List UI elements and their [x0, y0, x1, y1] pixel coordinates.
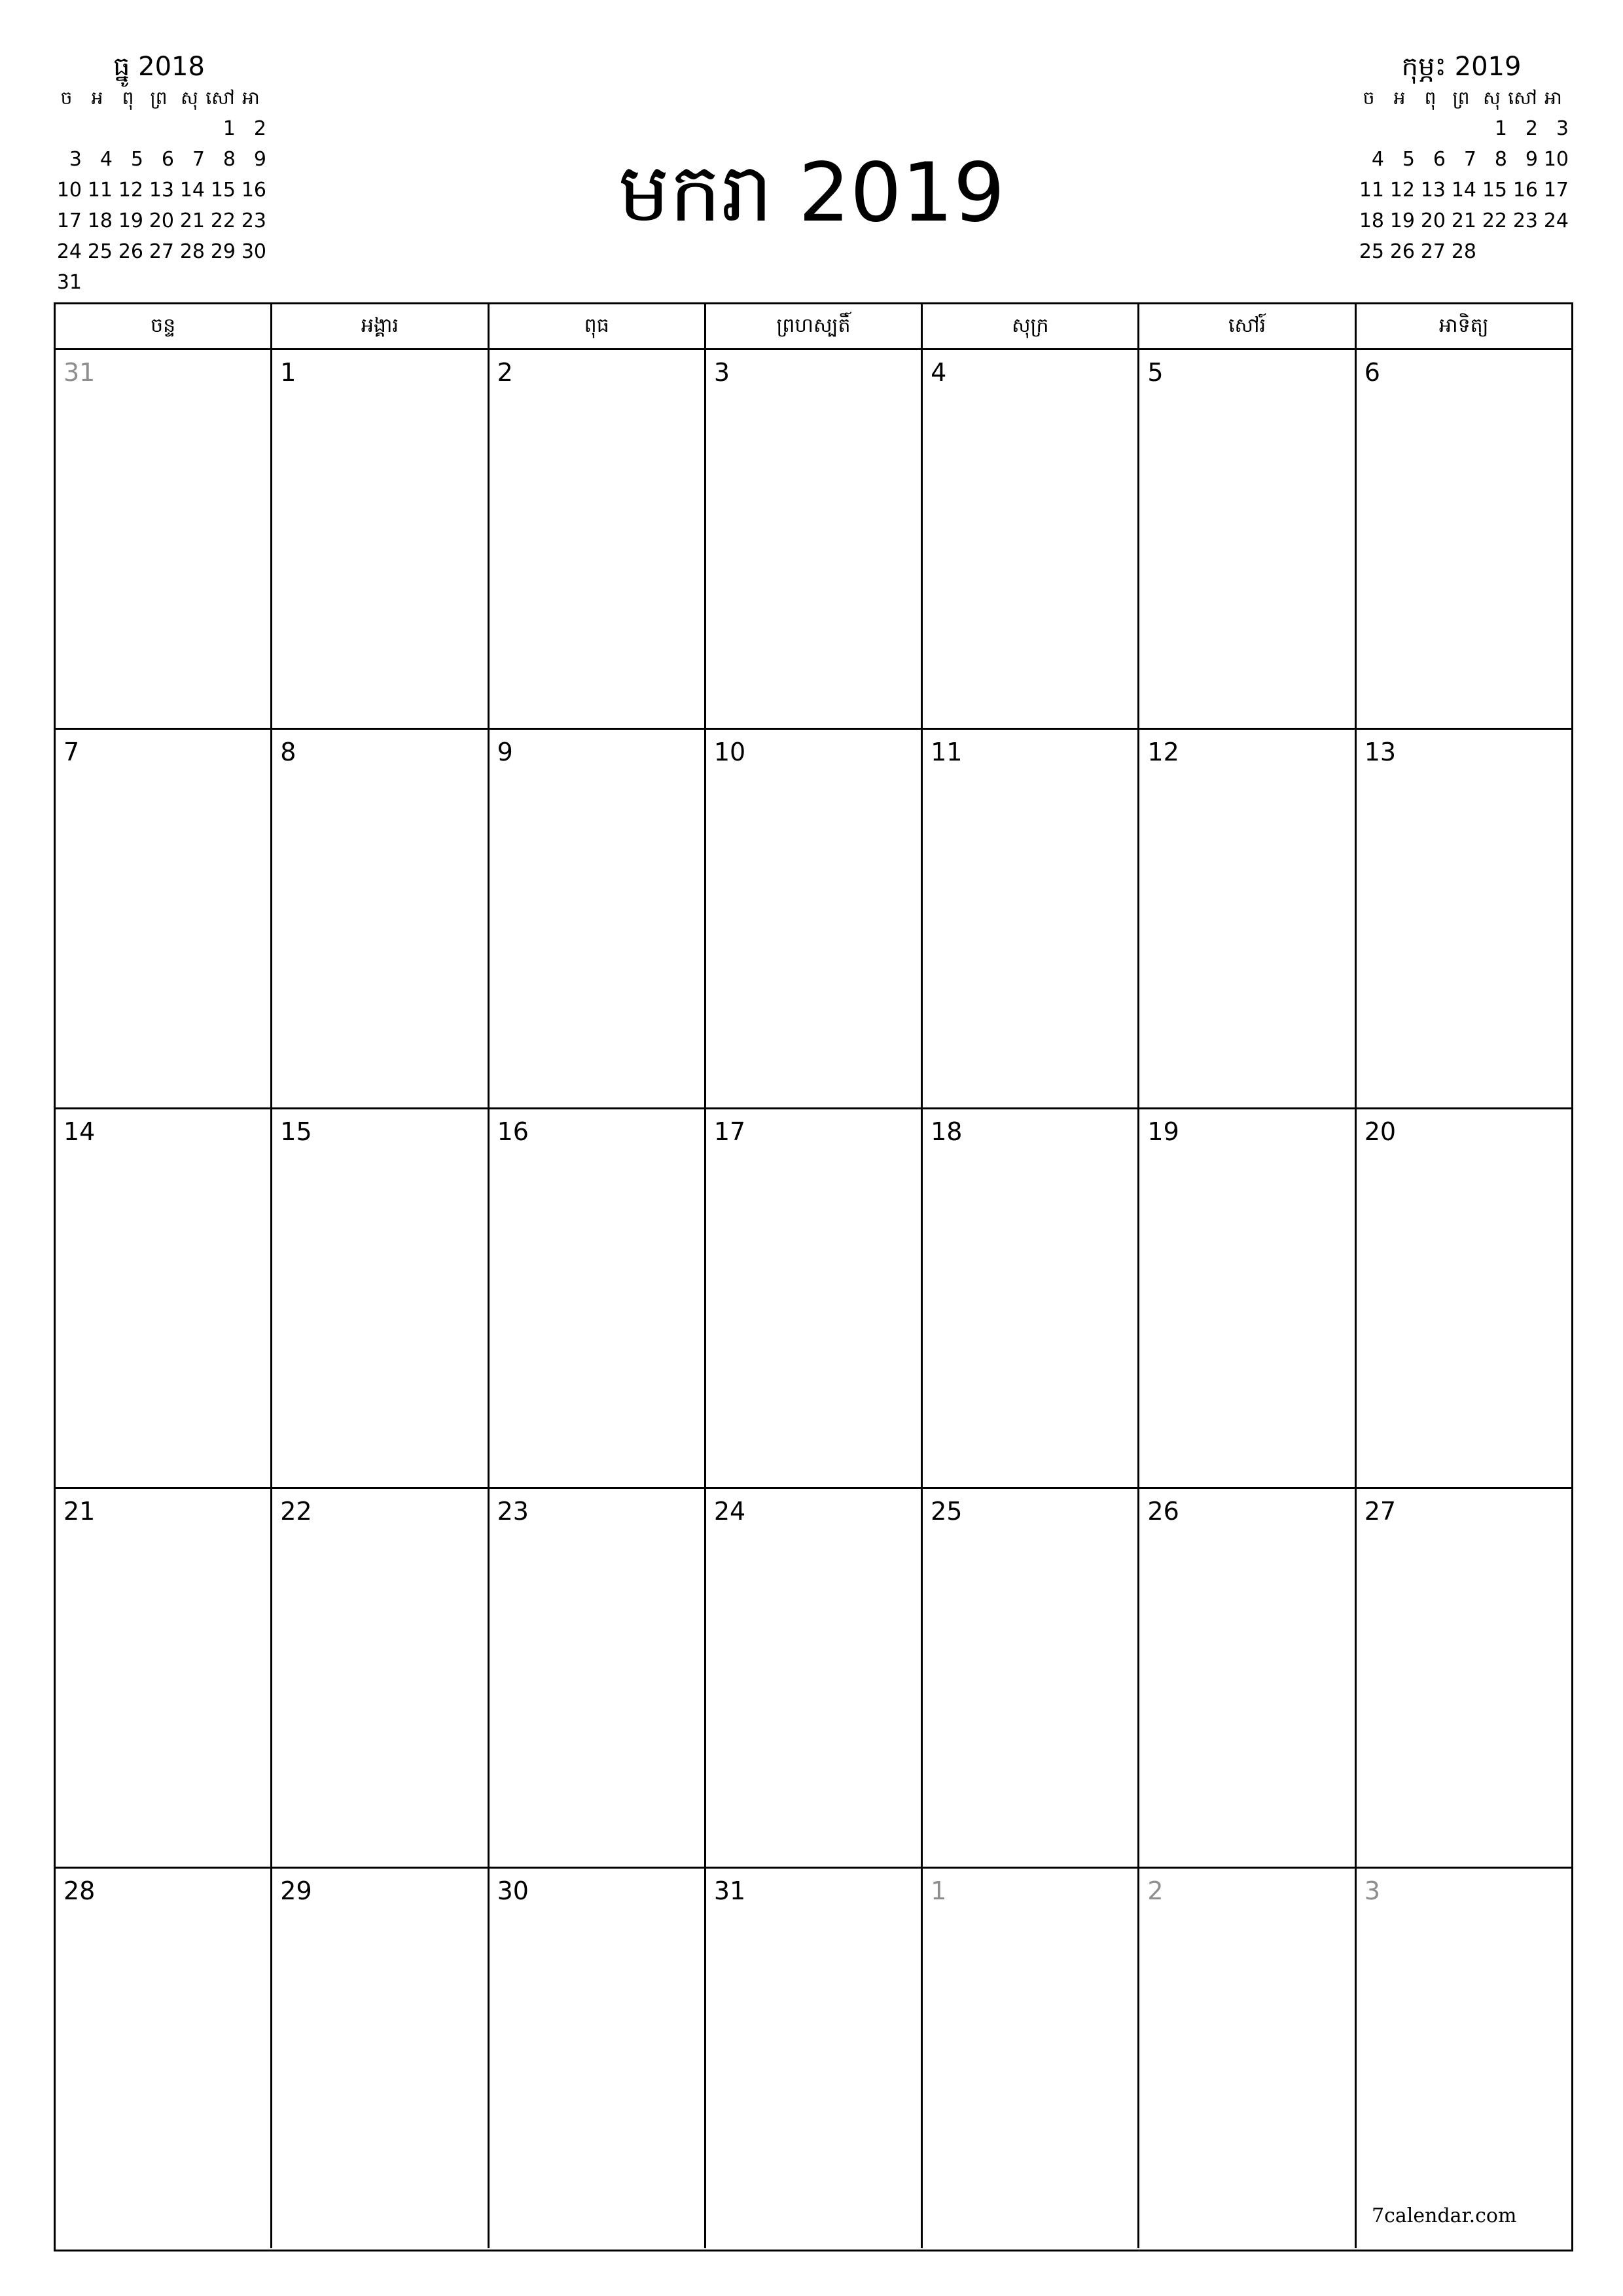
day-cell	[490, 350, 706, 728]
weekday-label: សៅរ៍	[1139, 304, 1356, 348]
day-cell	[272, 1109, 489, 1487]
mini-day: 24	[1543, 209, 1569, 232]
mini-weekday: ពុ	[1424, 87, 1436, 109]
day-number: 13	[1364, 738, 1397, 766]
mini-day	[51, 113, 82, 144]
day-cell	[490, 1109, 706, 1487]
day-cell	[923, 730, 1139, 1107]
day-number: 1	[931, 1876, 947, 1905]
day-cell	[1357, 350, 1571, 728]
mini-day: 28	[1451, 240, 1476, 263]
day-number: 3	[713, 358, 730, 387]
mini-week	[51, 206, 267, 236]
mini-day	[113, 113, 143, 144]
day-cell	[1139, 1869, 1356, 2248]
mini-day	[1446, 113, 1476, 144]
mini-day: 12	[1389, 179, 1415, 202]
mini-day: 23	[1512, 209, 1538, 232]
weekday-label: អង្គារ	[272, 304, 489, 348]
mini-day	[205, 267, 236, 298]
day-number: 9	[497, 738, 513, 766]
mini-day	[143, 267, 174, 298]
mini-day	[1353, 113, 1384, 144]
mini-day: 22	[210, 209, 236, 232]
day-number: 11	[931, 738, 963, 766]
mini-day: 22	[1482, 209, 1507, 232]
day-cell	[706, 730, 923, 1107]
day-number: 30	[497, 1876, 529, 1905]
day-number: 26	[1147, 1497, 1179, 1526]
day-number: 2	[497, 358, 513, 387]
day-cell	[1357, 1869, 1571, 2248]
mini-day: 19	[118, 209, 143, 232]
mini-day	[1384, 113, 1415, 144]
mini-weekday: សុ	[181, 87, 198, 109]
mini-day: 17	[56, 209, 82, 232]
day-number: 6	[1364, 358, 1380, 387]
day-cell	[706, 350, 923, 728]
day-number: 1	[280, 358, 296, 387]
mini-week	[1353, 113, 1569, 144]
mini-day: 5	[1402, 148, 1415, 171]
mini-day: 13	[149, 179, 174, 202]
mini-week	[51, 144, 267, 175]
day-cell	[272, 730, 489, 1107]
day-cell	[56, 350, 272, 728]
day-number: 7	[63, 738, 80, 766]
mini-day: 15	[1482, 179, 1507, 202]
day-cell	[490, 730, 706, 1107]
mini-day: 2	[1525, 117, 1538, 140]
mini-day	[143, 113, 174, 144]
day-cell	[706, 1869, 923, 2248]
mini-weekday: អ	[91, 87, 103, 109]
week-row	[56, 1109, 1571, 1489]
day-number: 21	[63, 1497, 96, 1526]
mini-day: 25	[87, 240, 113, 263]
mini-day	[1415, 113, 1446, 144]
next-month-title: កុម្ភះ 2019	[1401, 52, 1522, 82]
day-number: 20	[1364, 1117, 1397, 1146]
day-cell	[706, 1489, 923, 1867]
day-number: 19	[1147, 1117, 1179, 1146]
mini-day: 20	[1420, 209, 1446, 232]
day-cell	[1357, 1109, 1571, 1487]
mini-day: 23	[241, 209, 266, 232]
week-row	[56, 1489, 1571, 1869]
mini-week	[51, 267, 267, 298]
day-number: 18	[931, 1117, 963, 1146]
mini-day: 25	[1359, 240, 1384, 263]
mini-day: 26	[118, 240, 143, 263]
day-number: 31	[63, 358, 96, 387]
week-row	[56, 350, 1571, 730]
weekday-label: ពុធ	[490, 304, 706, 348]
mini-day: 7	[1463, 148, 1476, 171]
mini-week	[1353, 236, 1569, 267]
mini-day: 18	[1359, 209, 1384, 232]
mini-day: 2	[253, 117, 266, 140]
mini-day: 27	[149, 240, 174, 263]
day-number: 10	[713, 738, 746, 766]
day-cell	[490, 1869, 706, 2248]
mini-week	[1353, 206, 1569, 236]
mini-day: 7	[192, 148, 205, 171]
day-number: 16	[497, 1117, 529, 1146]
mini-weekday: ច	[60, 87, 73, 109]
weekday-label: ចន្ទ	[56, 304, 272, 348]
day-number: 8	[280, 738, 296, 766]
mini-weekday: ពុ	[122, 87, 134, 109]
mini-day: 9	[253, 148, 266, 171]
mini-day: 1	[223, 117, 236, 140]
mini-day: 21	[1451, 209, 1476, 232]
mini-weekday: សៅ	[1508, 87, 1537, 109]
mini-day: 3	[1556, 117, 1569, 140]
mini-week	[51, 113, 267, 144]
day-cell	[56, 730, 272, 1107]
day-cell	[272, 1489, 489, 1867]
mini-weekday: ព្រ	[1452, 87, 1470, 109]
mini-day: 28	[179, 240, 205, 263]
mini-day: 4	[1371, 148, 1384, 171]
mini-day	[174, 113, 205, 144]
day-number: 2	[1147, 1876, 1164, 1905]
mini-day: 6	[161, 148, 174, 171]
day-cell	[1139, 1489, 1356, 1867]
mini-day: 16	[241, 179, 266, 202]
mini-day: 20	[149, 209, 174, 232]
mini-weekday: អា	[242, 87, 260, 109]
day-cell	[490, 1489, 706, 1867]
day-number: 27	[1364, 1497, 1397, 1526]
day-cell	[56, 1109, 272, 1487]
day-number: 3	[1364, 1876, 1380, 1905]
mini-weekday: សៅ	[205, 87, 235, 109]
mini-weekday: ច	[1363, 87, 1375, 109]
day-number: 17	[713, 1117, 746, 1146]
day-number: 29	[280, 1876, 312, 1905]
day-number: 4	[931, 358, 947, 387]
mini-day: 5	[130, 148, 143, 171]
day-cell	[1139, 350, 1356, 728]
mini-weekday: ព្រ	[150, 87, 168, 109]
week-row	[56, 1869, 1571, 2248]
mini-day: 18	[87, 209, 113, 232]
mini-day: 8	[223, 148, 236, 171]
mini-day: 16	[1512, 179, 1538, 202]
day-cell	[272, 350, 489, 728]
mini-day	[82, 113, 113, 144]
day-number: 14	[63, 1117, 96, 1146]
day-cell	[56, 1489, 272, 1867]
day-cell	[923, 1109, 1139, 1487]
day-cell	[272, 1869, 489, 2248]
mini-day: 11	[1359, 179, 1384, 202]
mini-week	[1353, 144, 1569, 175]
mini-day: 31	[56, 271, 82, 294]
prev-month-weekdays	[51, 82, 267, 113]
prev-month-title: ធ្នូ 2018	[113, 52, 205, 82]
day-cell	[56, 1869, 272, 2248]
day-cell	[1139, 1109, 1356, 1487]
mini-week	[51, 236, 267, 267]
day-number: 12	[1147, 738, 1179, 766]
mini-week	[1353, 175, 1569, 206]
mini-weekday: អា	[1544, 87, 1562, 109]
day-cell	[923, 350, 1139, 728]
next-month-weekdays	[1353, 82, 1569, 113]
day-number: 23	[497, 1497, 529, 1526]
day-number: 24	[713, 1497, 746, 1526]
day-number: 31	[713, 1876, 746, 1905]
mini-day	[113, 267, 143, 298]
mini-day: 27	[1420, 240, 1446, 263]
day-number: 25	[931, 1497, 963, 1526]
mini-day: 12	[118, 179, 143, 202]
weekday-label: អាទិត្យ	[1439, 314, 1489, 337]
mini-day	[1476, 236, 1507, 267]
day-number: 28	[63, 1876, 96, 1905]
weekday-label: ព្រហស្បតិ៍	[706, 304, 923, 348]
mini-day: 26	[1389, 240, 1415, 263]
mini-week	[51, 175, 267, 206]
mini-day: 29	[210, 240, 236, 263]
mini-day: 21	[179, 209, 205, 232]
mini-day: 24	[56, 240, 82, 263]
mini-day: 1	[1494, 117, 1507, 140]
mini-day: 11	[87, 179, 113, 202]
mini-day: 14	[1451, 179, 1476, 202]
day-number: 15	[280, 1117, 312, 1146]
mini-day: 10	[56, 179, 82, 202]
day-cell	[706, 1109, 923, 1487]
mini-day: 9	[1525, 148, 1538, 171]
mini-day	[1538, 236, 1569, 267]
next-month-calendar	[1353, 51, 1569, 267]
mini-day: 10	[1543, 148, 1569, 171]
weekday-label: សុក្រ	[923, 304, 1139, 348]
month-title: មករា 2019	[618, 146, 1005, 240]
day-cell	[923, 1489, 1139, 1867]
mini-day: 3	[69, 148, 82, 171]
day-cell	[923, 1869, 1139, 2248]
day-number: 5	[1147, 358, 1164, 387]
mini-day: 6	[1433, 148, 1446, 171]
mini-day	[1507, 236, 1538, 267]
mini-day: 17	[1543, 179, 1569, 202]
day-number: 22	[280, 1497, 312, 1526]
mini-day: 8	[1494, 148, 1507, 171]
day-cell	[1139, 730, 1356, 1107]
mini-day	[82, 267, 113, 298]
calendar-grid	[54, 302, 1573, 2251]
prev-month-calendar	[51, 51, 267, 298]
mini-day: 4	[99, 148, 113, 171]
mini-day	[174, 267, 205, 298]
week-row	[56, 730, 1571, 1109]
mini-day: 14	[179, 179, 205, 202]
mini-day: 30	[241, 240, 266, 263]
mini-day: 19	[1389, 209, 1415, 232]
mini-day: 15	[210, 179, 236, 202]
weekday-header	[56, 304, 1571, 350]
day-cell	[1357, 730, 1571, 1107]
mini-day	[236, 267, 266, 298]
mini-day: 13	[1420, 179, 1446, 202]
mini-weekday: អ	[1393, 87, 1406, 109]
mini-weekday: សុ	[1483, 87, 1501, 109]
day-cell	[1357, 1489, 1571, 1867]
site-watermark: 7calendar.com	[1372, 2204, 1517, 2227]
